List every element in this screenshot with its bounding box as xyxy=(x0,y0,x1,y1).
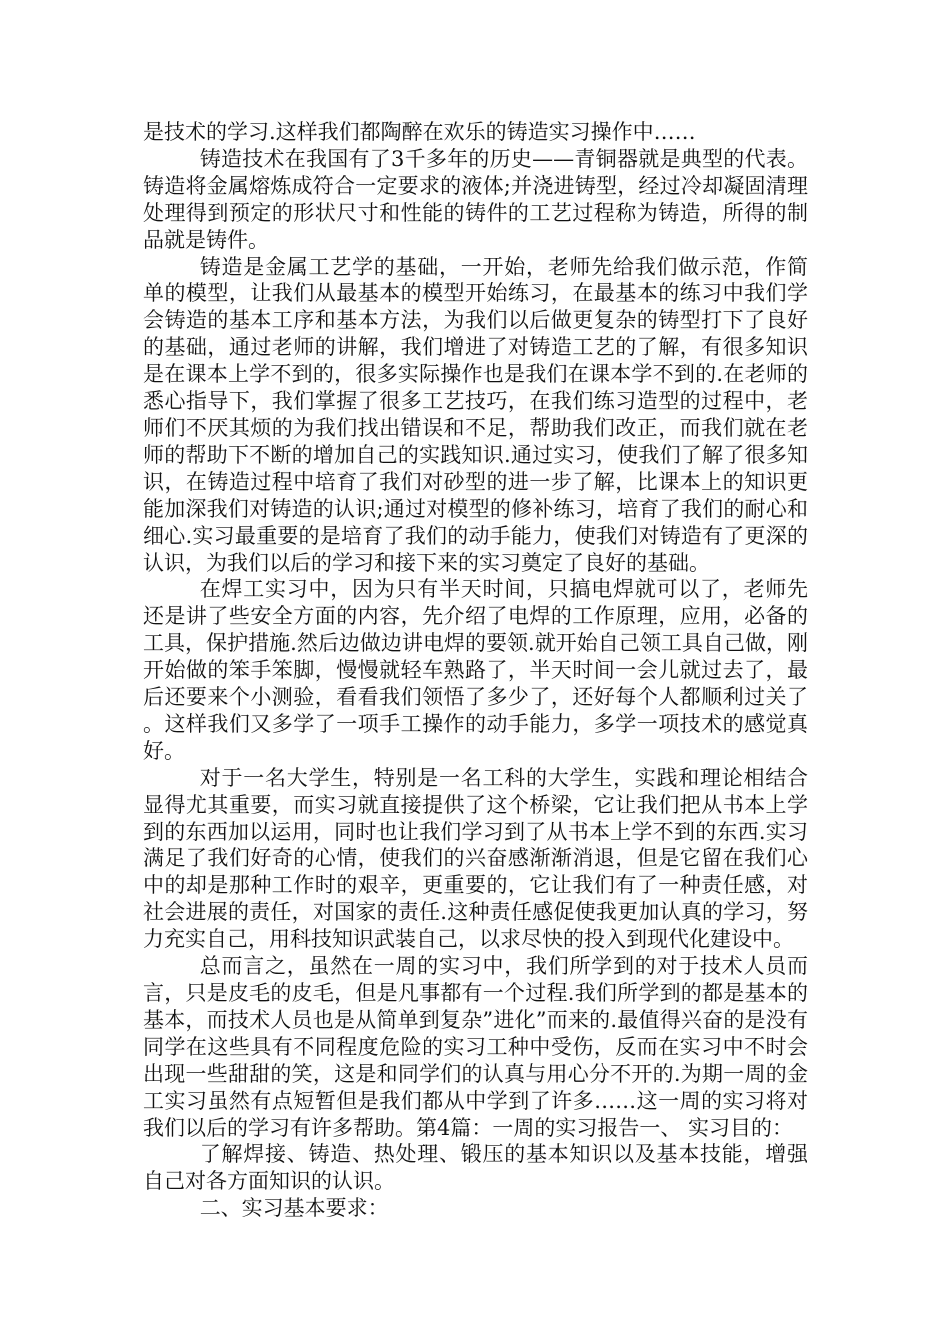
document-body xyxy=(143,119,808,1222)
paragraph-7: 了解焊接、铸造、热处理、锻压的基本知识以及基本技能，增强自己对各方面知识的认识。 xyxy=(143,1142,808,1194)
paragraph-8: 二、实习基本要求： xyxy=(199,1196,389,1221)
paragraph-2: 铸造技术在我国有了3千多年的历史——青铜器就是典型的代表。铸造将金属熔炼成符合一定要求的液体;并浇进铸型，经过冷却凝固清理处理得到预定的形状尺寸和性能的铸件的工艺过程称为铸造，所得的制品就是铸件。 xyxy=(143,146,808,252)
paragraph-4: 在焊工实习中，因为只有半天时间，只搞电焊就可以了，老师先还是讲了些安全方面的内容，先介绍了电焊的工作原理，应用，必备的工具，保护措施.然后边做边讲电焊的要领.就开始自己领工具自己做，刚开始做的笨手笨脚，慢慢就轻车熟路了，半天时间一会儿就过去了，最后还要来个小测验，看看我们领悟了多少了，还好每个人都顺利过关了。这样我们又多学了一项手工操作的动手能力，多学一项技术的感觉真好。 xyxy=(143,577,808,763)
paragraph-5: 对于一名大学生，特别是一名工科的大学生，实践和理论相结合显得尤其重要，而实习就直接提供了这个桥梁，它让我们把从书本上学到的东西加以运用，同时也让我们学习到了从书本上学不到的东西.实习满足了我们好奇的心情，使我们的兴奋感渐渐消退，但是它留在我们心中的却是那种工作时的艰辛，更重要的，它让我们有了一种责任感，对社会进展的责任，对国家的责任.这种责任感促使我更加认真的学习，努力充实自己，用科技知识武装自己，以求尽快的投入到现代化建设中。 xyxy=(143,765,808,952)
paragraph-3: 铸造是金属工艺学的基础，一开始，老师先给我们做示范，作简单的模型，让我们从最基本的模型开始练习，在最基本的练习中我们学会铸造的基本工序和基本方法，为我们以后做更复杂的铸型打下了良好的基础，通过老师的讲解，我们增进了对铸造工艺的了解，有很多知识是在课本上学不到的，很多实际操作也是我们在课本学不到的.在老师的悉心指导下，我们掌握了很多工艺技巧，在我们练习造型的过程中，老师们不厌其烦的为我们找出错误和不足，帮助我们改正，而我们就在老师的帮助下不断的增加自己的实践知识.通过实习，使我们了解了很多知识，在铸造过程中培育了我们对砂型的进一步了解，比课本上的知识更能加深我们对铸造的认识;通过对模型的修补练习，培育了我们的耐心和细心.实习最重要的是培育了我们的动手能力，使我们对铸造有了更深的认识，为我们以后的学习和接下来的实习奠定了良好的基础。 xyxy=(143,254,808,575)
paragraph-6: 总而言之，虽然在一周的实习中，我们所学到的对于技术人员而言，只是皮毛的皮毛，但是凡事都有一个过程.我们所学到的都是基本的基本，而技术人员也是从简单到复杂”进化”而来的.最值得兴奋的是没有同学在这些具有不同程度危险的实习工种中受伤，反而在实习中不时会出现一些甜甜的笑，这是和同学们的认真与用心分不开的.为期一周的金工实习虽然有点短暂但是我们都从中学到了许多……这一周的实习将对我们以后的学习有许多帮助。第4篇：一周的实习报告一、 实习目的： xyxy=(143,954,808,1140)
paragraph-1: 是技术的学习.这样我们都陶醉在欢乐的铸造实习操作中…… xyxy=(143,120,696,144)
